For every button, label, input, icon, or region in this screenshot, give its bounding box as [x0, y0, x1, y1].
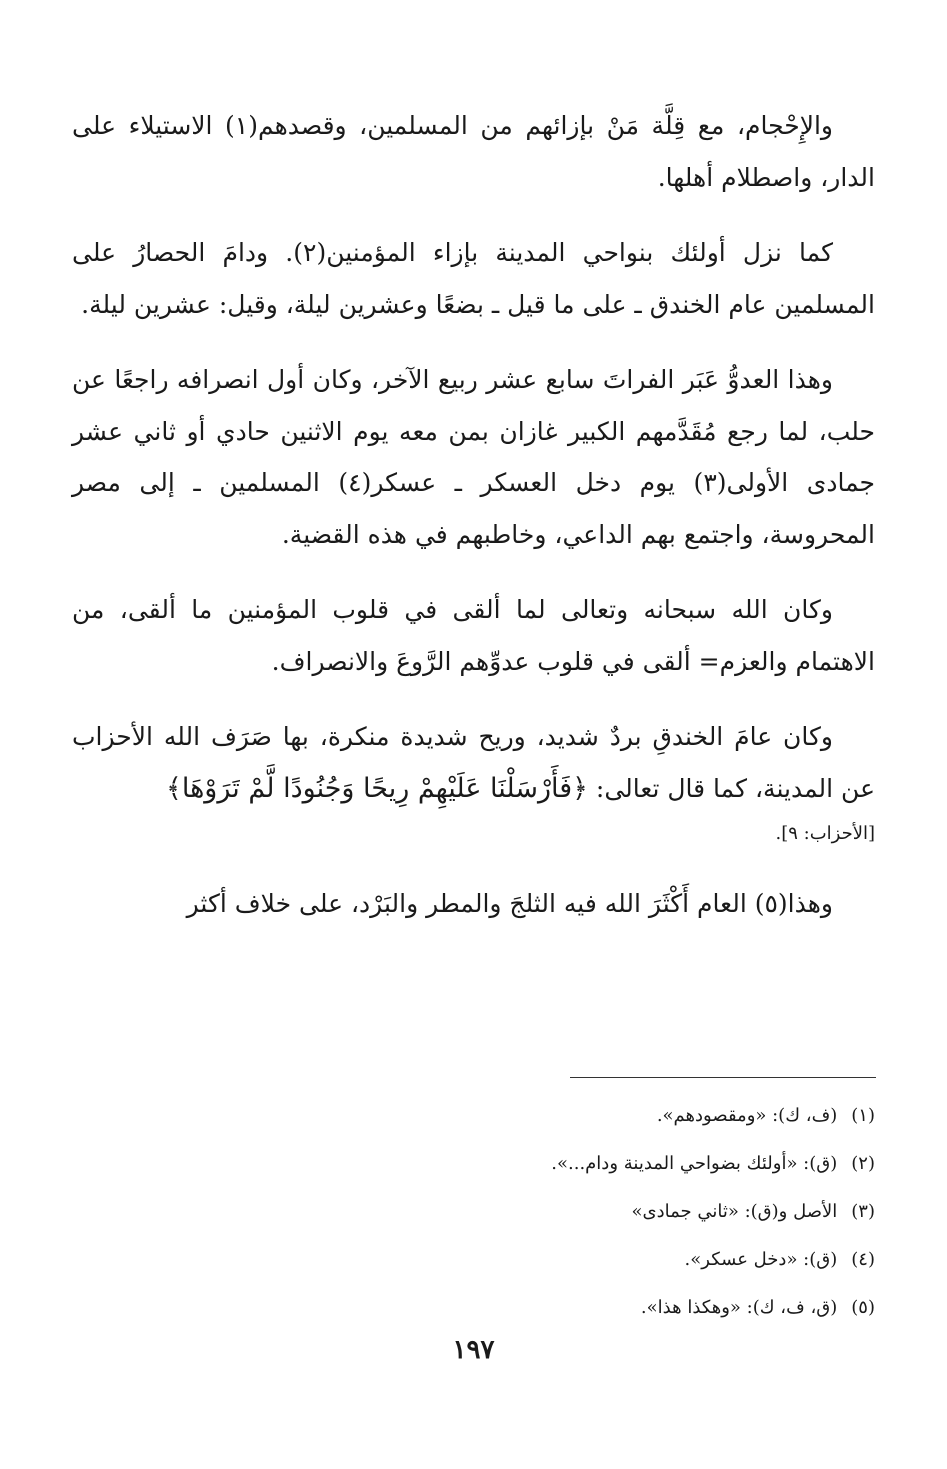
footnote-number: (٥) — [851, 1297, 875, 1318]
footnote-1 — [72, 1092, 875, 1140]
footnote-text: (ف، ك): «ومقصودهم». — [656, 1105, 838, 1126]
paragraph-4: وكان الله سبحانه وتعالى لما ألقى في قلوب المؤمنين ما ألقى، من الاهتمام والعزم= ألقى في قلوب عدوِّهم الرَّوعَ والانصراف. — [72, 595, 875, 676]
footnote-text: (ق): «أولئك بضواحي المدينة ودام...». — [551, 1153, 838, 1174]
paragraph-5 — [72, 711, 875, 854]
footnote-5 — [72, 1284, 875, 1332]
footnote-divider — [570, 1077, 876, 1078]
paragraph-2: كما نزل أولئك بنواحي المدينة بإزاء المؤمنين(٢). ودامَ الحصارُ على المسلمين عام الخندق ـ على ما قيل ـ بضعًا وعشرين ليلة، وقيل: عشرين ليلة. — [72, 238, 875, 319]
paragraph-5-text: وكان عامَ الخندقِ بردٌ شديد، وريح شديدة منكرة، بها صَرَف الله الأحزاب عن المدينة، كما قال تعالى: — [72, 722, 875, 803]
footnote-text: (ق، ف، ك): «وهكذا هذا». — [640, 1297, 838, 1318]
footnote-text: (ق): «دخل عسكر». — [684, 1249, 838, 1270]
paragraph-6: وهذا(٥) العام أَكْثَرَ الله فيه الثلجَ والمطر والبَرْد، على خلاف أكثر — [186, 889, 833, 918]
paragraph-1: والإِحْجام، مع قِلَّة مَنْ بإزائهم من المسلمين، وقصدهم(١) الاستيلاء على الدار، واصطلام أهلها. — [72, 111, 875, 192]
footnote-number: (٢) — [851, 1153, 875, 1174]
footnote-4 — [72, 1236, 875, 1284]
footnote-number: (٣) — [851, 1201, 875, 1222]
footnote-text: الأصل و(ق): «ثاني جمادى» — [631, 1201, 838, 1222]
footnote-number: (١) — [851, 1105, 875, 1126]
footnote-2 — [72, 1140, 875, 1188]
footnote-3 — [72, 1188, 875, 1236]
page-number: ١٩٧ — [452, 1335, 495, 1365]
footnote-number: (٤) — [851, 1249, 875, 1270]
quran-reference: [الأحزاب: ٩]. — [775, 823, 875, 844]
main-text — [72, 100, 875, 930]
paragraph-3: وهذا العدوُّ عَبَر الفراتَ سابع عشر ربيع الآخر، وكان أول انصرافه راجعًا عن حلب، لما رجع مُقَدَّمهم الكبير غازان بمن معه يوم الاثنين حادي أو ثاني عشر جمادى الأولى(٣) يوم دخل العسكر ـ عسكر(٤) المسلمين ـ إلى مصر المحروسة، واجتمع بهم الداعي، وخاطبهم في هذه القضية. — [72, 365, 875, 549]
quran-verse: ﴿فَأَرْسَلْنَا عَلَيْهِمْ رِيحًا وَجُنُودًا لَّمْ تَرَوْهَا﴾ — [166, 772, 588, 804]
footnotes — [72, 1092, 875, 1332]
